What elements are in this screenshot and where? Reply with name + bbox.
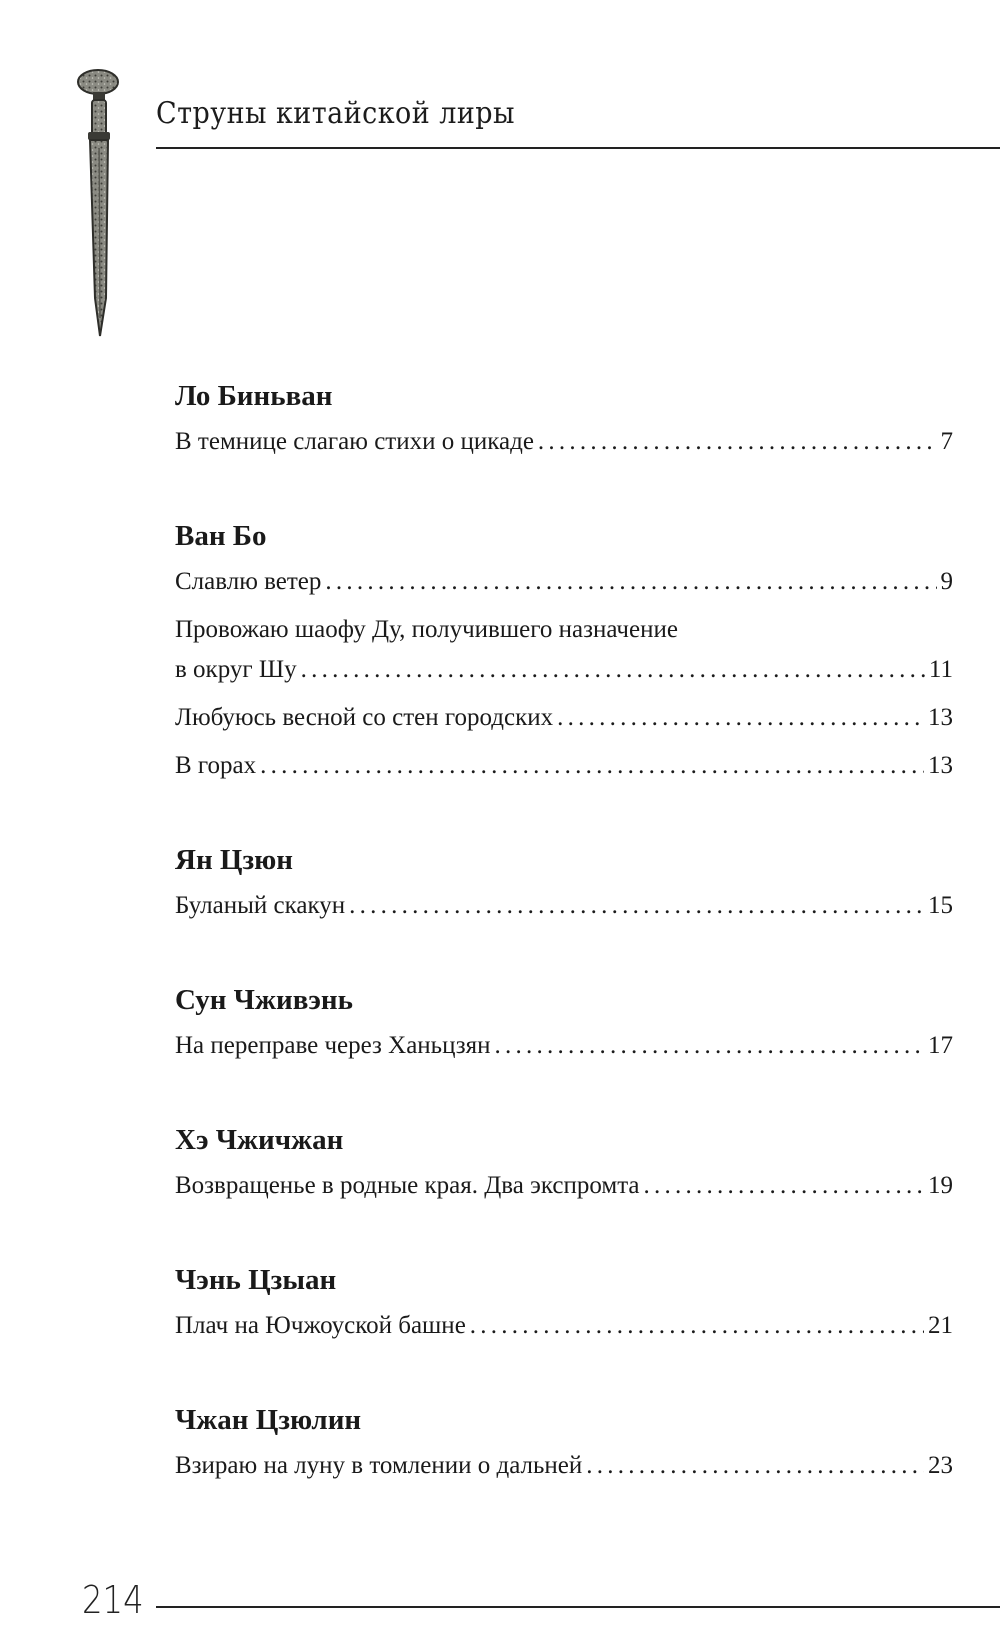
running-title: Струны китайской лиры <box>156 96 515 131</box>
author-name: Сун Чживэнь <box>175 984 353 1016</box>
entry-page: 7 <box>940 428 953 455</box>
entry-title: Любуюсь весной со стен городских <box>175 704 554 731</box>
toc-section <box>175 978 953 1070</box>
toc-section <box>175 1118 953 1210</box>
author-name: Чэнь Цзыан <box>175 1264 337 1296</box>
entry-title: Взираю на луну в томлении о дальней <box>175 1452 583 1479</box>
toc-section <box>175 1258 953 1350</box>
toc-entry[interactable] <box>175 1442 953 1490</box>
table-of-contents <box>175 374 953 1538</box>
toc-entry[interactable] <box>175 1302 953 1350</box>
entry-page: 23 <box>928 1452 953 1479</box>
author-name: Ван Бо <box>175 520 267 552</box>
toc-entry[interactable] <box>175 606 953 694</box>
author-name: Чжан Цзюлин <box>175 1404 362 1436</box>
dot-leader <box>325 558 936 606</box>
toc-entry[interactable] <box>175 558 953 606</box>
footer-rule <box>156 1606 1000 1608</box>
entry-title: Славлю ветер <box>175 568 322 595</box>
entry-title: Плач на Ючжоуской башне <box>175 1312 466 1339</box>
header-rule <box>156 147 1000 149</box>
entry-page: 11 <box>928 656 953 683</box>
entry-title: В горах <box>175 752 257 779</box>
toc-entry[interactable] <box>175 1022 953 1070</box>
author-name: Ян Цзюн <box>175 844 293 876</box>
sword-ornament-icon <box>76 68 136 340</box>
toc-section <box>175 374 953 466</box>
dot-leader <box>495 1022 924 1070</box>
entry-title-continuation: в округ Шу <box>175 656 297 683</box>
entry-page: 13 <box>928 752 953 779</box>
entry-title: Буланый скакун <box>175 892 346 919</box>
page-number: 214 <box>82 1578 144 1622</box>
toc-entry[interactable] <box>175 882 953 930</box>
dot-leader <box>349 882 924 930</box>
entry-page: 15 <box>928 892 953 919</box>
toc-entry[interactable] <box>175 1162 953 1210</box>
dot-leader <box>260 742 924 790</box>
toc-entry[interactable] <box>175 694 953 742</box>
entry-title: Провожаю шаофу Ду, получившего назначение <box>175 616 678 643</box>
dot-leader <box>644 1162 924 1210</box>
dot-leader <box>538 418 937 466</box>
entry-title: В темнице слагаю стихи о цикаде <box>175 428 534 455</box>
entry-page: 13 <box>928 704 953 731</box>
entry-page: 17 <box>928 1032 953 1059</box>
dot-leader <box>557 694 924 742</box>
entry-page: 21 <box>928 1312 953 1339</box>
dot-leader <box>470 1302 924 1350</box>
entry-title: Возвращенье в родные края. Два экспромта <box>175 1172 640 1199</box>
toc-section <box>175 838 953 930</box>
dot-leader <box>586 1442 924 1490</box>
dot-leader <box>301 650 925 690</box>
author-name: Хэ Чжичжан <box>175 1124 344 1156</box>
entry-page: 9 <box>940 568 953 595</box>
toc-entry[interactable] <box>175 418 953 466</box>
toc-section <box>175 514 953 790</box>
entry-page: 19 <box>928 1172 953 1199</box>
author-name: Ло Биньван <box>175 380 333 412</box>
entry-title: На переправе через Ханьцзян <box>175 1032 491 1059</box>
toc-section <box>175 1398 953 1490</box>
toc-entry[interactable] <box>175 742 953 790</box>
